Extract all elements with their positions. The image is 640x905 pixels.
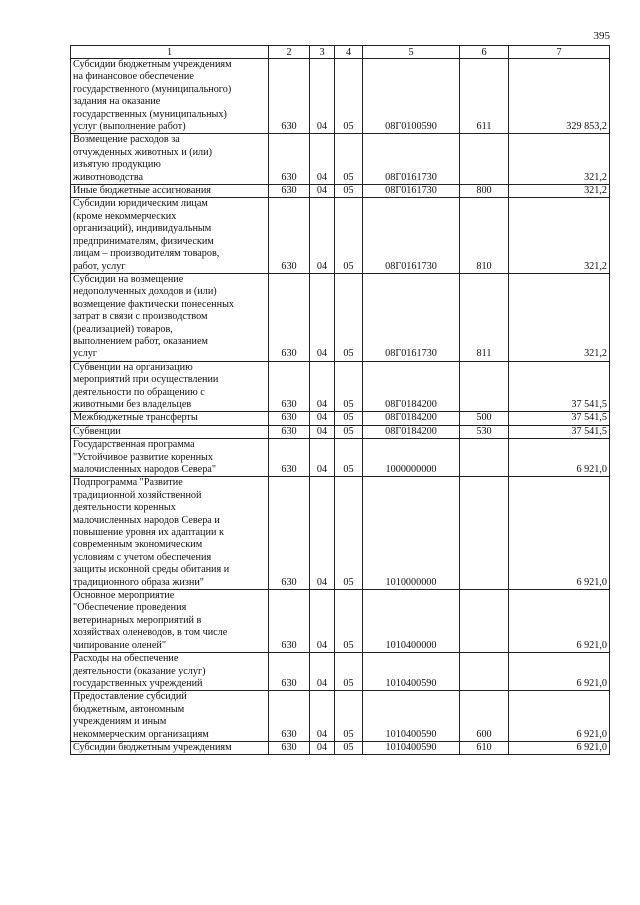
row-subsection-code: 05 xyxy=(335,361,363,412)
row-subsection-code: 05 xyxy=(335,439,363,477)
row-section-code: 04 xyxy=(310,185,335,198)
row-expense-type: 500 xyxy=(460,412,509,425)
row-target-code: 1010400590 xyxy=(363,653,460,691)
column-header-1: 1 xyxy=(71,46,269,59)
row-section-code: 04 xyxy=(310,425,335,438)
row-expense-type xyxy=(460,439,509,477)
row-name: Субсидии бюджетным учреждениям на финансовое обеспечение государственного (муниципального) задания на оказание государственных (муниципальных) услуг (выполнение работ) xyxy=(71,59,269,134)
column-header-2: 2 xyxy=(269,46,310,59)
row-ministry-code: 630 xyxy=(269,361,310,412)
row-section-code: 04 xyxy=(310,198,335,273)
row-expense-type xyxy=(460,653,509,691)
row-amount: 6 921,0 xyxy=(509,653,610,691)
row-expense-type: 600 xyxy=(460,691,509,742)
row-ministry-code: 630 xyxy=(269,425,310,438)
row-amount: 37 541,5 xyxy=(509,361,610,412)
row-ministry-code: 630 xyxy=(269,134,310,185)
table-header-row xyxy=(71,46,610,59)
column-header-7: 7 xyxy=(509,46,610,59)
row-target-code: 08Г0161730 xyxy=(363,198,460,273)
column-header-5: 5 xyxy=(363,46,460,59)
row-name: Государственная программа "Устойчивое развитие коренных малочисленных народов Севера" xyxy=(71,439,269,477)
row-ministry-code: 630 xyxy=(269,412,310,425)
row-ministry-code: 630 xyxy=(269,439,310,477)
row-ministry-code: 630 xyxy=(269,691,310,742)
row-section-code: 04 xyxy=(310,59,335,134)
row-amount: 6 921,0 xyxy=(509,691,610,742)
row-ministry-code: 630 xyxy=(269,185,310,198)
row-subsection-code: 05 xyxy=(335,134,363,185)
row-name: Субсидии на возмещение недополученных доходов и (или) возмещение фактически понесенных затрат в связи с производством (реализацией) товаров, выполнением работ, оказанием услуг xyxy=(71,273,269,361)
row-amount: 321,2 xyxy=(509,273,610,361)
page-number: 395 xyxy=(593,30,610,42)
row-subsection-code: 05 xyxy=(335,185,363,198)
row-target-code: 08Г0161730 xyxy=(363,273,460,361)
row-expense-type xyxy=(460,134,509,185)
row-target-code: 1000000000 xyxy=(363,439,460,477)
row-subsection-code: 05 xyxy=(335,425,363,438)
row-subsection-code: 05 xyxy=(335,741,363,754)
row-subsection-code: 05 xyxy=(335,590,363,653)
row-amount: 6 921,0 xyxy=(509,439,610,477)
row-section-code: 04 xyxy=(310,412,335,425)
row-target-code: 08Г0161730 xyxy=(363,185,460,198)
row-ministry-code: 630 xyxy=(269,590,310,653)
table-row xyxy=(71,653,610,691)
row-expense-type: 611 xyxy=(460,59,509,134)
row-section-code: 04 xyxy=(310,273,335,361)
row-expense-type: 610 xyxy=(460,741,509,754)
row-amount: 37 541,5 xyxy=(509,425,610,438)
row-amount: 6 921,0 xyxy=(509,741,610,754)
row-expense-type: 530 xyxy=(460,425,509,438)
column-header-4: 4 xyxy=(335,46,363,59)
row-amount: 6 921,0 xyxy=(509,590,610,653)
table-row xyxy=(71,590,610,653)
row-target-code: 08Г0184200 xyxy=(363,361,460,412)
row-name: Субсидии бюджетным учреждениям xyxy=(71,741,269,754)
row-ministry-code: 630 xyxy=(269,59,310,134)
table-row xyxy=(71,425,610,438)
row-name: Подпрограмма "Развитие традиционной хозяйственной деятельности коренных малочисленных народов Севера и повышение уровня их адаптации к современным экономическим условиям с учетом обеспечения защиты исконной среды обитания и традиционного образа жизни" xyxy=(71,477,269,590)
row-expense-type xyxy=(460,477,509,590)
row-target-code: 08Г0100590 xyxy=(363,59,460,134)
table-row xyxy=(71,134,610,185)
budget-table xyxy=(70,45,610,755)
row-section-code: 04 xyxy=(310,477,335,590)
row-name: Иные бюджетные ассигнования xyxy=(71,185,269,198)
row-section-code: 04 xyxy=(310,741,335,754)
row-expense-type: 810 xyxy=(460,198,509,273)
row-name: Основное мероприятие "Обеспечение проведения ветеринарных мероприятий в хозяйствах оленеводов, в том числе чипирование оленей" xyxy=(71,590,269,653)
row-name: Субсидии юридическим лицам (кроме некоммерческих организаций), индивидуальным предпринимателям, физическим лицам – производителям товаров, работ, услуг xyxy=(71,198,269,273)
table-row xyxy=(71,412,610,425)
row-amount: 321,2 xyxy=(509,134,610,185)
row-expense-type: 800 xyxy=(460,185,509,198)
table-row xyxy=(71,273,610,361)
row-ministry-code: 630 xyxy=(269,198,310,273)
row-amount: 37 541,5 xyxy=(509,412,610,425)
table-row xyxy=(71,741,610,754)
row-target-code: 08Г0184200 xyxy=(363,412,460,425)
row-name: Расходы на обеспечение деятельности (оказание услуг) государственных учреждений xyxy=(71,653,269,691)
row-ministry-code: 630 xyxy=(269,273,310,361)
row-section-code: 04 xyxy=(310,691,335,742)
table-row xyxy=(71,361,610,412)
row-subsection-code: 05 xyxy=(335,653,363,691)
row-target-code: 1010400590 xyxy=(363,691,460,742)
row-subsection-code: 05 xyxy=(335,691,363,742)
table-row xyxy=(71,477,610,590)
row-target-code: 1010400590 xyxy=(363,741,460,754)
row-target-code: 08Г0161730 xyxy=(363,134,460,185)
row-name: Межбюджетные трансферты xyxy=(71,412,269,425)
row-subsection-code: 05 xyxy=(335,273,363,361)
table-row xyxy=(71,439,610,477)
row-name: Предоставление субсидий бюджетным, автономным учреждениям и иным некоммерческим организациям xyxy=(71,691,269,742)
row-amount: 321,2 xyxy=(509,185,610,198)
row-section-code: 04 xyxy=(310,134,335,185)
row-subsection-code: 05 xyxy=(335,198,363,273)
table-row xyxy=(71,59,610,134)
column-header-3: 3 xyxy=(310,46,335,59)
table-row xyxy=(71,185,610,198)
column-header-6: 6 xyxy=(460,46,509,59)
row-ministry-code: 630 xyxy=(269,653,310,691)
row-target-code: 08Г0184200 xyxy=(363,425,460,438)
row-target-code: 1010400000 xyxy=(363,590,460,653)
row-expense-type xyxy=(460,361,509,412)
row-name: Возмещение расходов за отчужденных животных и (или) изъятую продукцию животноводства xyxy=(71,134,269,185)
row-amount: 321,2 xyxy=(509,198,610,273)
row-ministry-code: 630 xyxy=(269,477,310,590)
row-subsection-code: 05 xyxy=(335,412,363,425)
row-expense-type xyxy=(460,590,509,653)
row-name: Субвенции xyxy=(71,425,269,438)
row-name: Субвенции на организацию мероприятий при осуществлении деятельности по обращению с животными без владельцев xyxy=(71,361,269,412)
row-expense-type: 811 xyxy=(460,273,509,361)
row-subsection-code: 05 xyxy=(335,59,363,134)
row-ministry-code: 630 xyxy=(269,741,310,754)
table-row xyxy=(71,691,610,742)
row-amount: 6 921,0 xyxy=(509,477,610,590)
row-section-code: 04 xyxy=(310,361,335,412)
row-section-code: 04 xyxy=(310,439,335,477)
row-section-code: 04 xyxy=(310,590,335,653)
row-amount: 329 853,2 xyxy=(509,59,610,134)
row-subsection-code: 05 xyxy=(335,477,363,590)
row-section-code: 04 xyxy=(310,653,335,691)
row-target-code: 1010000000 xyxy=(363,477,460,590)
table-row xyxy=(71,198,610,273)
